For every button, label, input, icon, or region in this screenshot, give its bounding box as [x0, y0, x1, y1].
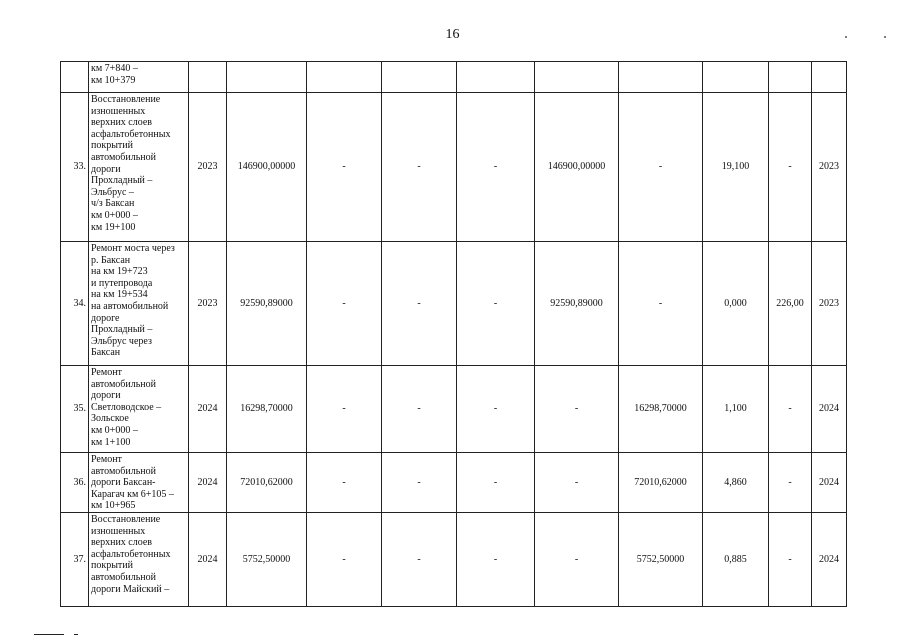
cell-total: 92590,89000: [227, 242, 307, 366]
cell-value: -: [382, 453, 457, 513]
table-row: [61, 513, 847, 607]
cell-length-m: -: [769, 93, 812, 242]
cell-length-km: 1,100: [703, 366, 769, 453]
cell-object-name: км 7+840 – км 10+379: [89, 62, 189, 93]
cell-year-end: 2023: [812, 242, 847, 366]
cell-empty: [535, 62, 619, 93]
cell-value: -: [307, 453, 382, 513]
cell-number: 36.: [61, 453, 89, 513]
cell-empty: [812, 62, 847, 93]
cell-number: [61, 62, 89, 93]
cell-value: -: [382, 513, 457, 607]
cell-value: -: [457, 513, 535, 607]
cell-length-km: 4,860: [703, 453, 769, 513]
cell-length-m: -: [769, 513, 812, 607]
cell-length-km: 0,885: [703, 513, 769, 607]
table-row: [61, 453, 847, 513]
cell-object-name: Ремонт моста через р. Баксан на км 19+723 и путепровода на км 19+534 на автомобильной дороге Прохладный – Эльбрус через Баксан: [89, 242, 189, 366]
scan-speck: [884, 36, 886, 38]
cell-number: 35.: [61, 366, 89, 453]
cell-empty: [307, 62, 382, 93]
footnote-rule: [34, 634, 64, 635]
cell-empty: [769, 62, 812, 93]
cell-value: -: [457, 366, 535, 453]
cell-value: -: [535, 513, 619, 607]
cell-empty: [457, 62, 535, 93]
cell-value: -: [307, 242, 382, 366]
scan-speck: [845, 36, 847, 38]
cell-value: -: [382, 366, 457, 453]
cell-value: -: [457, 242, 535, 366]
roads-table: [60, 61, 847, 607]
cell-year-end: 2024: [812, 453, 847, 513]
cell-empty: [189, 62, 227, 93]
table-row: [61, 93, 847, 242]
cell-value: -: [619, 242, 703, 366]
cell-value: -: [535, 366, 619, 453]
cell-empty: [227, 62, 307, 93]
cell-length-km: 19,100: [703, 93, 769, 242]
cell-year: 2024: [189, 366, 227, 453]
cell-empty: [703, 62, 769, 93]
cell-value: -: [307, 366, 382, 453]
table-row: [61, 366, 847, 453]
cell-value: -: [382, 242, 457, 366]
cell-total: 72010,62000: [227, 453, 307, 513]
cell-object-name: Восстановление изношенных верхних слоев асфальтобетонных покрытий автомобильной дороги Прохладный – Эльбрус – ч/з Баксан км 0+000 – км 19+100: [89, 93, 189, 242]
cell-total: 16298,70000: [227, 366, 307, 453]
cell-value: -: [457, 93, 535, 242]
cell-empty: [382, 62, 457, 93]
cell-year: 2024: [189, 453, 227, 513]
cell-value: 5752,50000: [619, 513, 703, 607]
cell-length-m: 226,00: [769, 242, 812, 366]
cell-total: 5752,50000: [227, 513, 307, 607]
cell-year: 2023: [189, 242, 227, 366]
cell-year-end: 2024: [812, 366, 847, 453]
cell-value: -: [382, 93, 457, 242]
cell-value: -: [619, 93, 703, 242]
cell-length-m: -: [769, 366, 812, 453]
cell-number: 37.: [61, 513, 89, 607]
cell-number: 34.: [61, 242, 89, 366]
cell-year-end: 2024: [812, 513, 847, 607]
cell-value: -: [307, 93, 382, 242]
cell-year: 2023: [189, 93, 227, 242]
footnote-dash: [74, 634, 78, 635]
cell-number: 33.: [61, 93, 89, 242]
cell-value: 92590,89000: [535, 242, 619, 366]
table-row: [61, 62, 847, 93]
cell-year-end: 2023: [812, 93, 847, 242]
cell-value: 146900,00000: [535, 93, 619, 242]
cell-year: 2024: [189, 513, 227, 607]
cell-value: 72010,62000: [619, 453, 703, 513]
cell-total: 146900,00000: [227, 93, 307, 242]
cell-length-km: 0,000: [703, 242, 769, 366]
cell-value: -: [457, 453, 535, 513]
page-number: 16: [445, 27, 460, 42]
cell-value: -: [307, 513, 382, 607]
cell-empty: [619, 62, 703, 93]
cell-value: -: [535, 453, 619, 513]
cell-object-name: Ремонт автомобильной дороги Баксан- Карагач км 6+105 – км 10+965: [89, 453, 189, 513]
cell-object-name: Ремонт автомобильной дороги Светловодское – Зольское км 0+000 – км 1+100: [89, 366, 189, 453]
cell-value: 16298,70000: [619, 366, 703, 453]
table-row: [61, 242, 847, 366]
cell-object-name: Восстановление изношенных верхних слоев асфальтобетонных покрытий автомобильной дороги Майский –: [89, 513, 189, 607]
cell-length-m: -: [769, 453, 812, 513]
